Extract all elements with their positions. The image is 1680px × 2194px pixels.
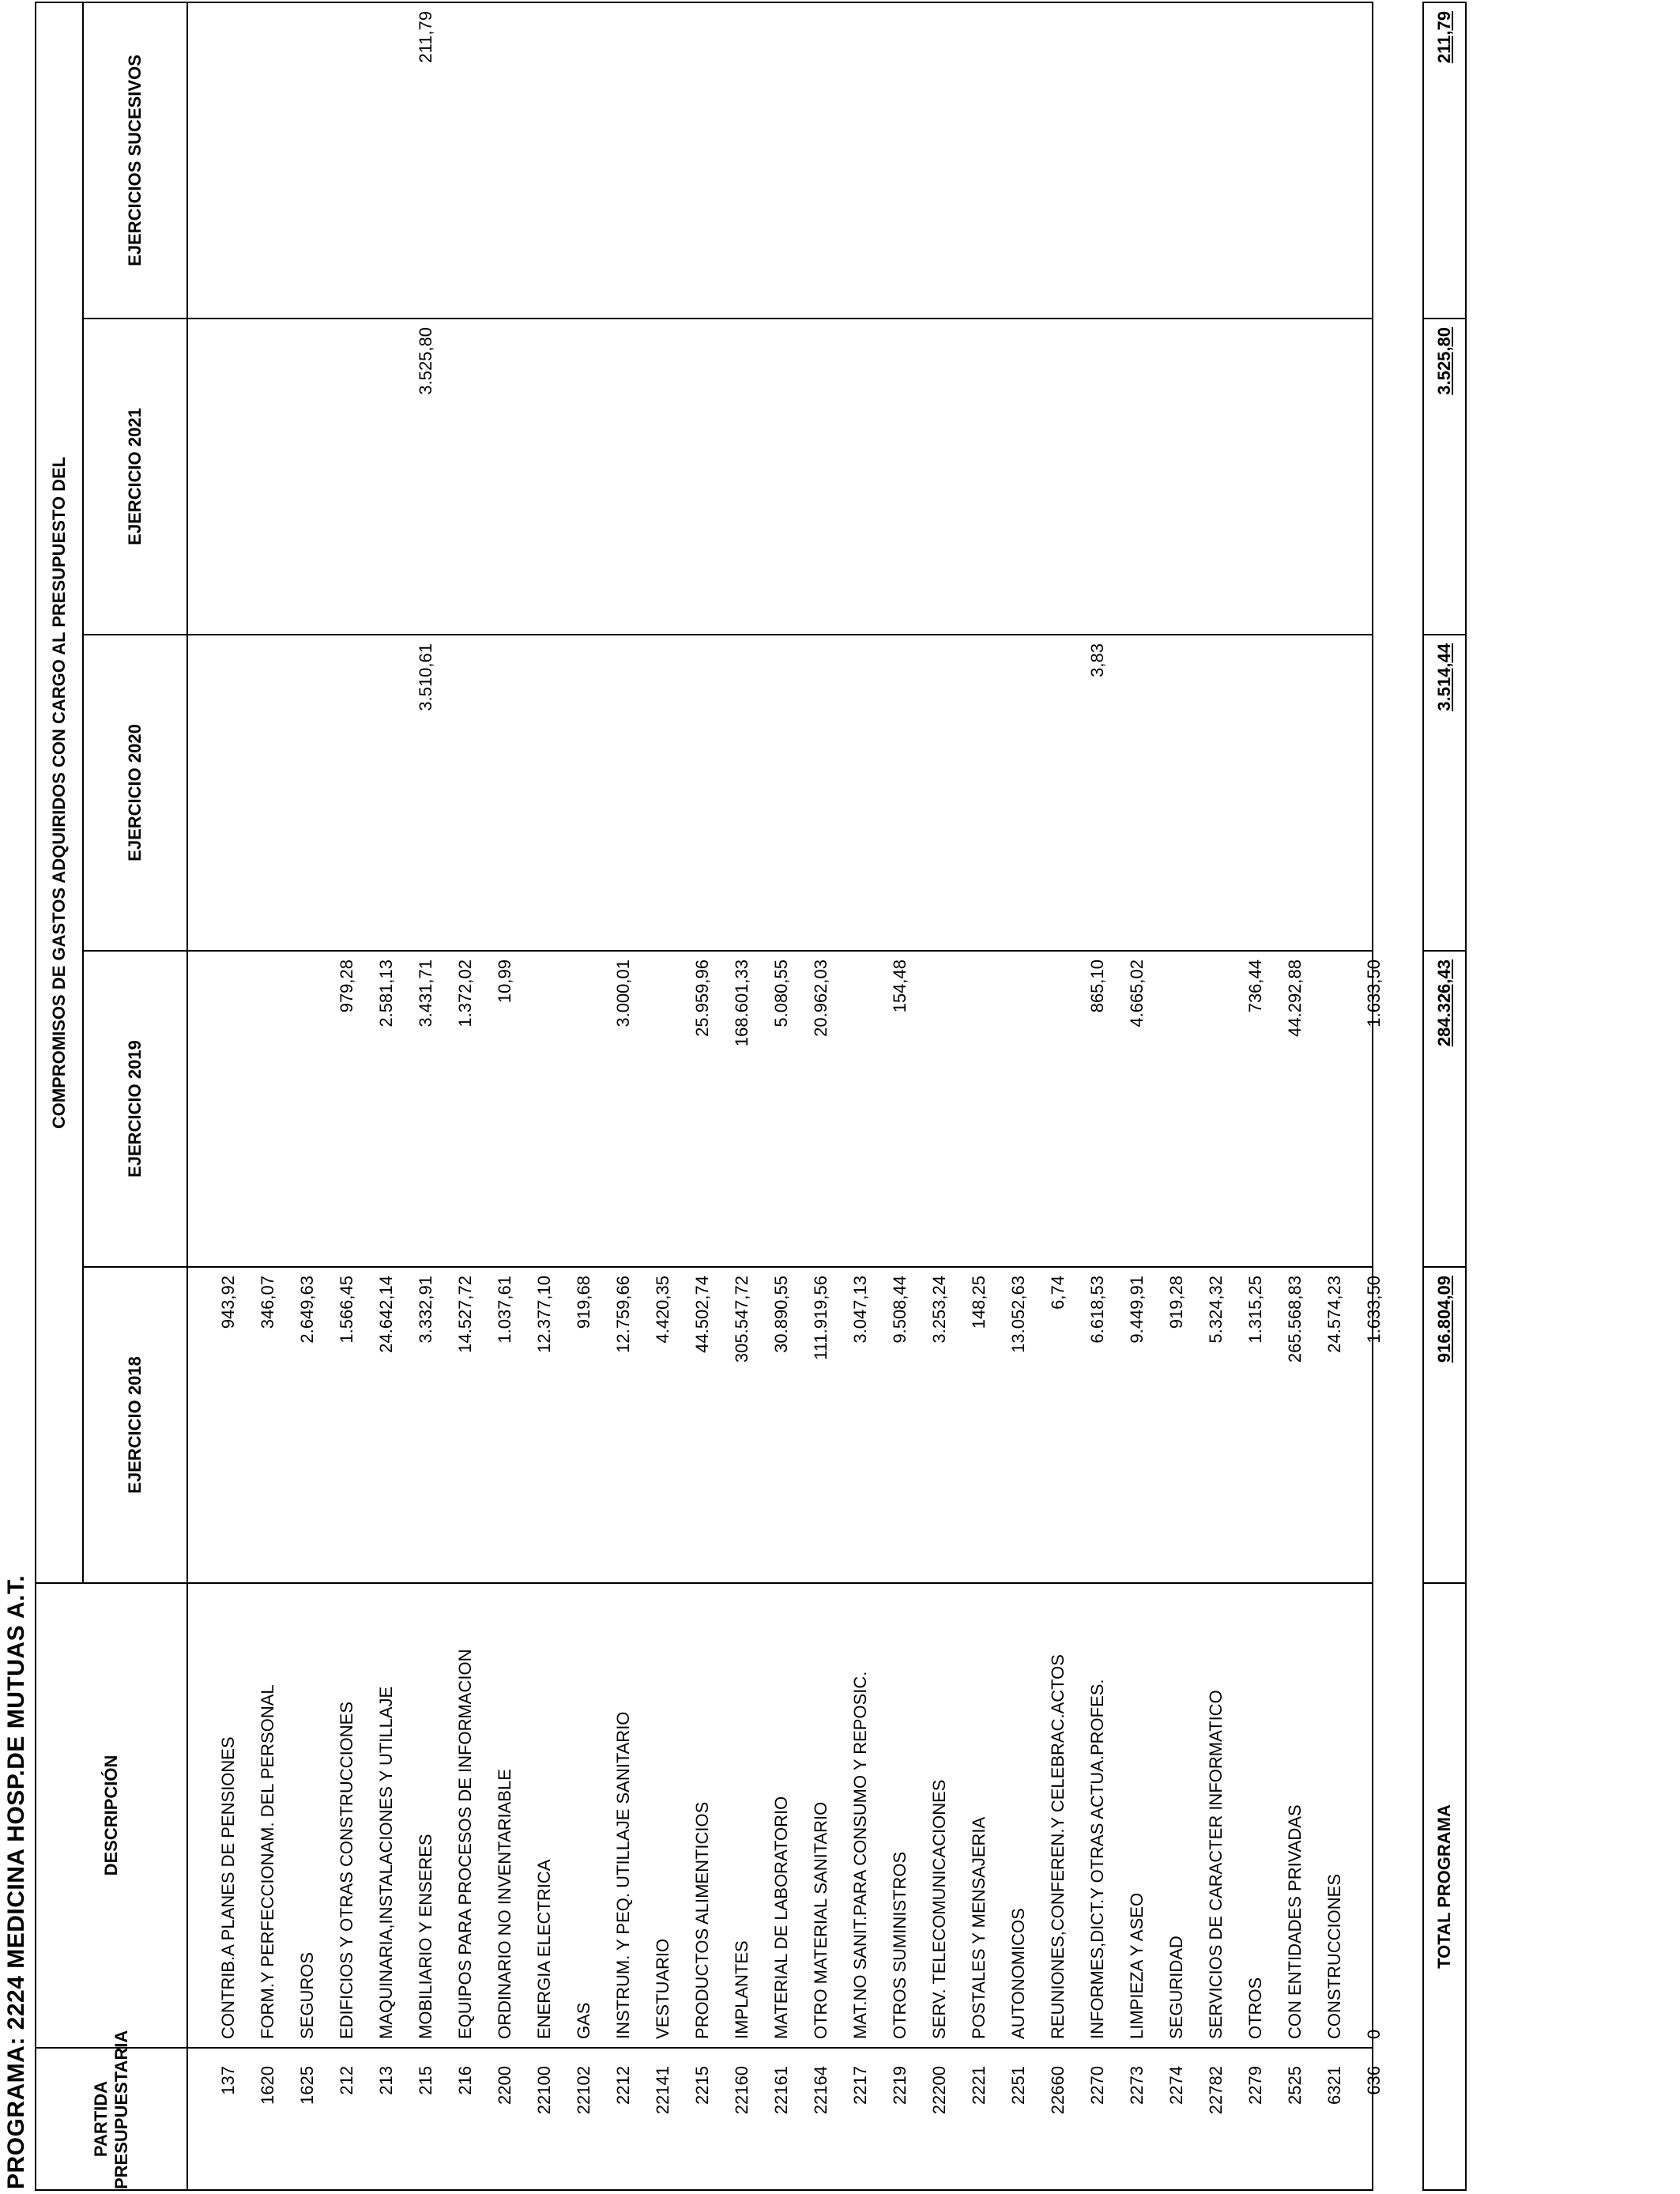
cell-code: 22660: [1048, 2066, 1068, 2115]
cell-e2018: 2.649,63: [297, 1276, 317, 1344]
page-title: PROGRAMA: 2224 MEDICINA HOSP.DE MUTUAS A.T.: [3, 1574, 29, 2189]
cell-desc: EQUIPOS PARA PROCESOS DE INFORMACION: [455, 1649, 475, 2039]
cell-desc: LIMPIEZA Y ASEO: [1127, 1892, 1147, 2039]
cell-e2018: 1.633,50: [1364, 1276, 1384, 1344]
cell-suc: [841, 3, 880, 318]
cell-e2019: 168.601,33: [732, 959, 751, 1047]
cell-e2020: [762, 635, 801, 950]
cell-suc: [999, 3, 1038, 318]
cell-desc: SERVICIOS DE CARACTER INFORMATICO: [1206, 1690, 1226, 2039]
cell-desc: REUNIONES,CONFEREN.Y CELEBRAC.ACTOS: [1048, 1654, 1068, 2039]
cell-e2018: 6,74: [1048, 1276, 1068, 1310]
cell-code: 213: [376, 2066, 396, 2095]
cell-code: 6321: [1324, 2066, 1344, 2105]
cell-e2020: [525, 635, 564, 950]
cell-desc: INFORMES,DICT.Y OTRAS ACTUA.PROFES.: [1087, 1679, 1107, 2039]
cell-code: 2215: [692, 2066, 712, 2105]
cell-e2021: [1354, 319, 1394, 634]
descripcion-column: [187, 1583, 1384, 2048]
cell-e2019: 979,28: [337, 959, 356, 1013]
cell-e2019: [920, 952, 959, 1266]
cell-e2018: 148,25: [969, 1276, 989, 1329]
cell-desc: IMPLANTES: [732, 1940, 751, 2039]
cell-desc: MAT.NO SANIT.PARA CONSUMO Y REPOSIC.: [850, 1671, 870, 2039]
cell-suc: [683, 3, 722, 318]
cell-suc: [643, 3, 683, 318]
cell-desc: MAQUINARIA,INSTALACIONES Y UTILLAJE: [376, 1686, 396, 2039]
cell-e2020: [920, 635, 959, 950]
cell-code: 2279: [1245, 2066, 1265, 2105]
cell-e2019: 4.665,02: [1127, 959, 1147, 1027]
cell-e2021: [564, 319, 604, 634]
cell-suc: [762, 3, 801, 318]
cell-desc: ENERGIA ELECTRICA: [534, 1859, 554, 2039]
cell-e2019: [1196, 952, 1236, 1266]
cell-e2020: [722, 635, 762, 950]
cell-desc: OTROS: [1245, 1977, 1265, 2039]
total-label: TOTAL PROGRAMA: [1423, 1583, 1466, 2190]
cell-code: 636: [1364, 2066, 1384, 2095]
cell-code: 2274: [1166, 2066, 1186, 2105]
cell-e2019: 5.080,55: [771, 959, 791, 1027]
cell-desc: POSTALES Y MENSAJERIA: [969, 1816, 989, 2039]
cell-e2020: [683, 635, 722, 950]
cell-e2018: 3.253,24: [929, 1276, 949, 1344]
cell-e2018: 12.759,66: [613, 1276, 633, 1353]
cell-e2019: 10,99: [495, 959, 514, 1004]
cell-e2021: [722, 319, 762, 634]
cell-e2021: [248, 319, 288, 634]
cell-e2021: [880, 319, 920, 634]
cell-suc: 211,79: [416, 10, 435, 63]
cell-e2019: 1.372,02: [455, 959, 475, 1027]
cell-e2020: [999, 635, 1038, 950]
cell-code: 2251: [1008, 2066, 1028, 2105]
cell-suc: [880, 3, 920, 318]
commitments-table: [35, 2, 1384, 2191]
cell-code: 22141: [653, 2066, 672, 2115]
ejercicio-2019-header: EJERCICIO 2019: [83, 951, 187, 1267]
cell-e2018: 6.618,53: [1087, 1276, 1107, 1344]
cell-e2018: 3.332,91: [416, 1276, 435, 1344]
cell-e2021: [1196, 319, 1236, 634]
cell-e2019: [959, 952, 999, 1266]
cell-suc: [1354, 3, 1394, 318]
cell-code: 1620: [258, 2066, 277, 2105]
cell-e2018: 943,92: [218, 1276, 238, 1329]
cell-desc: AUTONOMICOS: [1008, 1908, 1028, 2039]
cell-e2020: [801, 635, 841, 950]
cell-code: 137: [218, 2066, 238, 2095]
cell-e2021: [920, 319, 959, 634]
cell-e2019: 154,48: [890, 959, 910, 1013]
cell-suc: [1196, 3, 1236, 318]
cell-code: 215: [416, 2066, 435, 2095]
cell-code: 2212: [613, 2066, 633, 2105]
cell-e2018: 919,28: [1166, 1276, 1186, 1329]
cell-e2020: [1117, 635, 1157, 950]
cell-e2018: 305.547,72: [732, 1276, 751, 1363]
cell-e2021: [209, 319, 248, 634]
descripcion-header: DESCRIPCIÓN: [36, 1583, 187, 2048]
cell-code: 2270: [1087, 2066, 1107, 2105]
total-sucesivos: 211,79: [1423, 2, 1466, 319]
cell-e2021: [841, 319, 880, 634]
ejercicios-sucesivos-column: [187, 2, 1373, 319]
cell-e2021: [604, 319, 643, 634]
partida-column: [187, 2048, 1384, 2190]
cell-suc: [1078, 3, 1117, 318]
cell-desc: SEGUROS: [297, 1951, 317, 2039]
cell-e2018: 9.508,44: [890, 1276, 910, 1344]
cell-code: 2219: [890, 2066, 910, 2105]
cell-desc: PRODUCTOS ALIMENTICIOS: [692, 1801, 712, 2039]
cell-suc: [1117, 3, 1157, 318]
cell-e2019: [525, 952, 564, 1266]
cell-suc: [801, 3, 841, 318]
total-2018: 916.804,09: [1423, 1267, 1466, 1583]
cell-e2019: [288, 952, 327, 1266]
cell-e2020: [288, 635, 327, 950]
cell-suc: [485, 3, 525, 318]
cell-e2020: [604, 635, 643, 950]
cell-suc: [248, 3, 288, 318]
cell-code: 2525: [1285, 2066, 1305, 2105]
cell-e2019: 3.000,01: [613, 959, 633, 1027]
cell-e2019: 736,44: [1245, 959, 1265, 1013]
ejercicios-sucesivos-header: EJERCICIOS SUCESIVOS: [83, 2, 187, 319]
cell-e2021: [288, 319, 327, 634]
cell-e2020: [1315, 635, 1354, 950]
cell-e2020: [643, 635, 683, 950]
cell-e2019: [1315, 952, 1354, 1266]
ejercicio-2019-column: [187, 951, 1384, 1267]
cell-e2021: [446, 319, 485, 634]
cell-desc: 0: [1364, 2029, 1384, 2039]
cell-e2020: [1236, 635, 1275, 950]
cell-e2021: [485, 319, 525, 634]
cell-e2020: [446, 635, 485, 950]
cell-e2020: [564, 635, 604, 950]
cell-code: 22782: [1206, 2066, 1226, 2115]
cell-suc: [288, 3, 327, 318]
cell-desc: CON ENTIDADES PRIVADAS: [1285, 1804, 1305, 2039]
cell-e2019: 20.962,03: [811, 959, 831, 1037]
cell-code: 22160: [732, 2066, 751, 2115]
cell-e2018: 24.642,14: [376, 1276, 396, 1353]
cell-e2021: [367, 319, 406, 634]
cell-suc: [209, 3, 248, 318]
cell-desc: INSTRUM. Y PEQ. UTILLAJE SANITARIO: [613, 1711, 633, 2039]
cell-e2018: 44.502,74: [692, 1276, 712, 1353]
cell-suc: [367, 3, 406, 318]
cell-e2021: [1038, 319, 1078, 634]
cell-e2018: 1.037,61: [495, 1276, 514, 1344]
cell-e2021: [999, 319, 1038, 634]
cell-suc: [1315, 3, 1354, 318]
cell-code: 2200: [495, 2066, 514, 2105]
cell-desc: VESTUARIO: [653, 1938, 672, 2039]
cell-e2019: [248, 952, 288, 1266]
ejercicio-2018-column: [187, 1267, 1384, 1583]
cell-e2018: 9.449,91: [1127, 1276, 1147, 1344]
cell-e2021: [643, 319, 683, 634]
ejercicio-2021-header: EJERCICIO 2021: [83, 319, 187, 635]
cell-suc: [1275, 3, 1315, 318]
cell-e2018: 3.047,13: [850, 1276, 870, 1344]
total-2021: 3.525,80: [1423, 319, 1466, 635]
cell-desc: FORM.Y PERFECCIONAM. DEL PERSONAL: [258, 1684, 277, 2039]
total-2020: 3.514,44: [1423, 635, 1466, 951]
cell-code: 22102: [574, 2066, 593, 2115]
cell-suc: [446, 3, 485, 318]
cell-e2020: [1157, 635, 1196, 950]
cell-e2018: 1.566,45: [337, 1276, 356, 1344]
partida-header: PARTIDA PRESUPUESTARIA: [36, 2048, 187, 2190]
cell-e2021: [762, 319, 801, 634]
cell-desc: ORDINARIO NO INVENTARIABLE: [495, 1769, 514, 2039]
cell-e2020: 3.510,61: [416, 643, 435, 711]
cell-e2018: 919,68: [574, 1276, 593, 1329]
cell-suc: [1038, 3, 1078, 318]
cell-e2019: 2.581,13: [376, 959, 396, 1027]
ejercicio-2018-header: EJERCICIO 2018: [83, 1267, 187, 1583]
cell-code: 216: [455, 2066, 475, 2095]
cell-code: 22100: [534, 2066, 554, 2115]
cell-e2021: [327, 319, 367, 634]
cell-e2020: [209, 635, 248, 950]
cell-desc: MATERIAL DE LABORATORIO: [771, 1796, 791, 2039]
cell-e2021: [1275, 319, 1315, 634]
cell-e2021: [525, 319, 564, 634]
cell-desc: OTROS SUMINISTROS: [890, 1851, 910, 2039]
cell-e2018: 30.890,55: [771, 1276, 791, 1353]
cell-e2020: 3,83: [1087, 643, 1107, 677]
cell-e2020: [959, 635, 999, 950]
cell-e2018: 346,07: [258, 1276, 277, 1329]
cell-suc: [1157, 3, 1196, 318]
cell-code: 2273: [1127, 2066, 1147, 2105]
cell-e2018: 4.420,35: [653, 1276, 672, 1344]
cell-e2018: 14.527,72: [455, 1276, 475, 1353]
cell-e2020: [367, 635, 406, 950]
cell-e2018: 1.315,25: [1245, 1276, 1265, 1344]
cell-code: 212: [337, 2066, 356, 2095]
cell-suc: [327, 3, 367, 318]
cell-suc: [920, 3, 959, 318]
cell-e2019: [209, 952, 248, 1266]
cell-e2019: 25.959,96: [692, 959, 712, 1037]
ejercicio-2020-column: [187, 635, 1373, 951]
cell-code: 2217: [850, 2066, 870, 2105]
cell-desc: OTRO MATERIAL SANITARIO: [811, 1801, 831, 2039]
cell-e2018: 5.324,32: [1206, 1276, 1226, 1344]
cell-e2020: [327, 635, 367, 950]
cell-e2019: [999, 952, 1038, 1266]
total-2019: 284.326,43: [1423, 951, 1466, 1267]
cell-e2021: [959, 319, 999, 634]
cell-desc: SERV. TELECOMUNICACIONES: [929, 1779, 949, 2039]
cell-desc: SEGURIDAD: [1166, 1936, 1186, 2039]
cell-suc: [525, 3, 564, 318]
cell-suc: [1236, 3, 1275, 318]
cell-desc: CONSTRUCCIONES: [1324, 1873, 1344, 2039]
cell-e2020: [248, 635, 288, 950]
cell-e2021: [1117, 319, 1157, 634]
cell-e2020: [485, 635, 525, 950]
cell-desc: EDIFICIOS Y OTRAS CONSTRUCCIONES: [337, 1701, 356, 2039]
cell-e2019: 44.292,88: [1285, 959, 1305, 1037]
cell-e2021: [1236, 319, 1275, 634]
cell-e2020: [1354, 635, 1394, 950]
cell-desc: CONTRIB.A PLANES DE PENSIONES: [218, 1736, 238, 2039]
cell-e2018: 13.052,63: [1008, 1276, 1028, 1353]
cell-e2020: [1196, 635, 1236, 950]
cell-code: 22164: [811, 2066, 831, 2115]
cell-desc: GAS: [574, 2002, 593, 2039]
cell-e2020: [1038, 635, 1078, 950]
ejercicio-2020-header: EJERCICIO 2020: [83, 635, 187, 951]
cell-e2019: 3.431,71: [416, 959, 435, 1027]
cell-code: 1625: [297, 2066, 317, 2105]
cell-e2018: 265.568,83: [1285, 1276, 1305, 1363]
cell-code: 22200: [929, 2066, 949, 2115]
cell-e2021: [683, 319, 722, 634]
cell-suc: [604, 3, 643, 318]
cell-suc: [959, 3, 999, 318]
cell-e2020: [1275, 635, 1315, 950]
cell-e2019: [564, 952, 604, 1266]
cell-e2021: [1078, 319, 1117, 634]
cell-e2019: [1157, 952, 1196, 1266]
cell-suc: [722, 3, 762, 318]
cell-e2021: [801, 319, 841, 634]
cell-e2021: [1315, 319, 1354, 634]
cell-desc: MOBILIARIO Y ENSERES: [416, 1834, 435, 2039]
cell-e2019: 865,10: [1087, 959, 1107, 1013]
cell-e2021: [1157, 319, 1196, 634]
ejercicio-2021-column: [187, 319, 1373, 635]
cell-e2021: 3.525,80: [416, 327, 435, 395]
cell-e2018: 24.574,23: [1324, 1276, 1344, 1353]
cell-e2018: 12.377,10: [534, 1276, 554, 1353]
cell-code: 2221: [969, 2066, 989, 2105]
group-header: COMPROMISOS DE GASTOS ADQUIRIDOS CON CARGO AL PRESUPUESTO DEL: [36, 2, 83, 1583]
cell-e2019: [1038, 952, 1078, 1266]
cell-e2020: [880, 635, 920, 950]
total-row: [1422, 2, 1467, 2191]
cell-e2019: [841, 952, 880, 1266]
cell-suc: [564, 3, 604, 318]
cell-e2019: [643, 952, 683, 1266]
cell-e2020: [841, 635, 880, 950]
cell-e2019: 1.633,50: [1364, 959, 1384, 1027]
cell-e2018: 111.919,56: [811, 1276, 831, 1360]
cell-code: 22161: [771, 2066, 791, 2115]
